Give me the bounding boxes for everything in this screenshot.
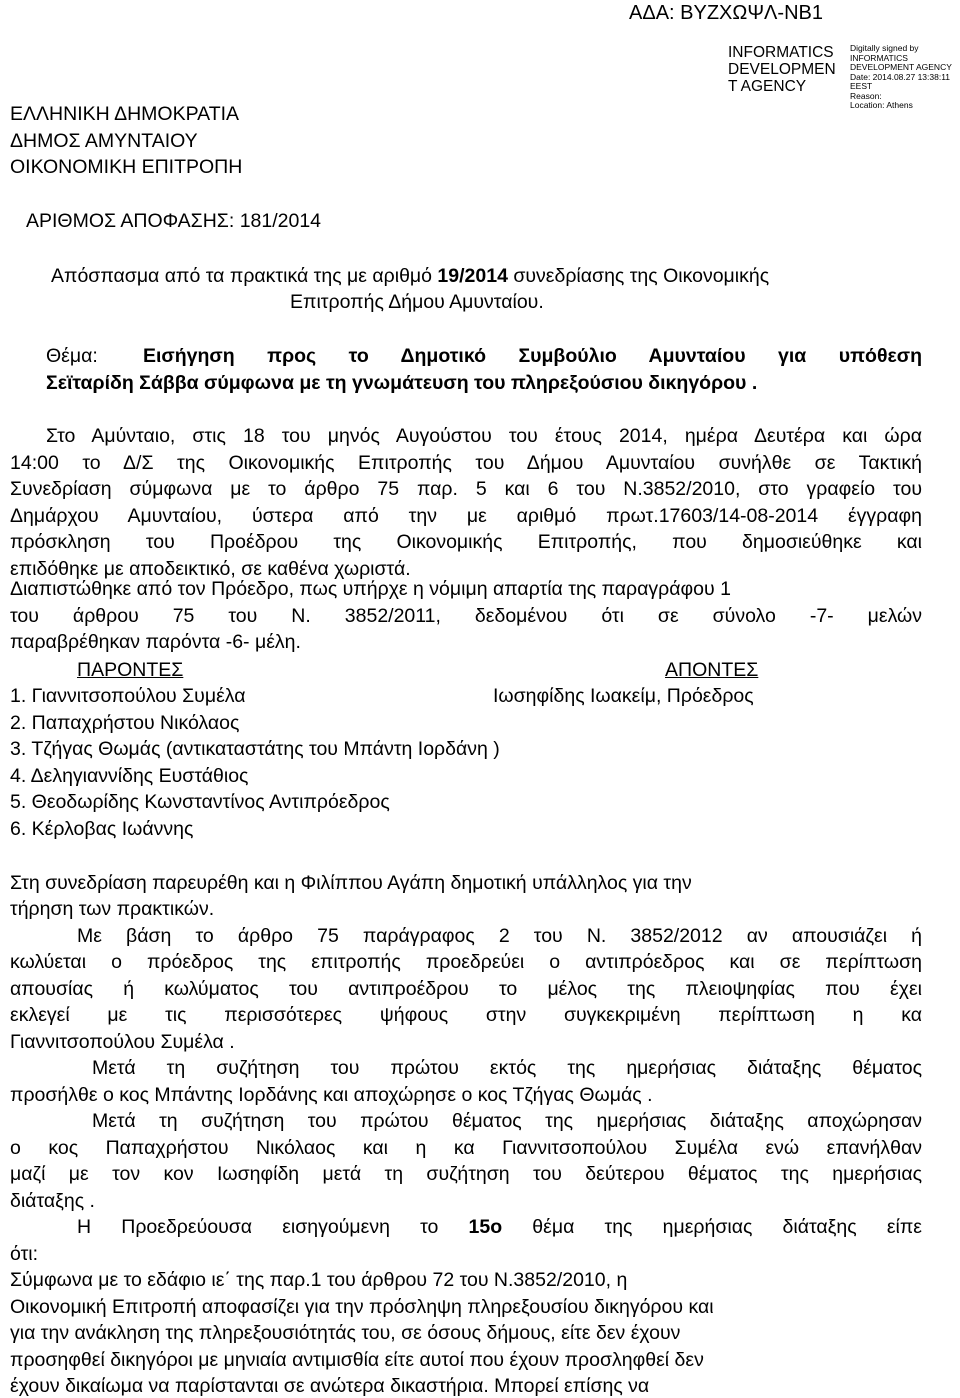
signature-details — [850, 44, 952, 111]
present-member: 6. Κέρλοβας Ιωάννης — [10, 818, 194, 840]
body-line: Μετά τη συζήτηση του πρώτου εκτός της ημερήσιας διάταξης θέματος — [92, 1057, 922, 1079]
present-member: 4. Δεληγιαννίδης Ευστάθιος — [10, 765, 249, 787]
intro-line: πρόσκληση του Προέδρου της Οικονομικής Επιτροπής, που δημοσιεύθηκε και — [10, 531, 922, 553]
body-line: για την ανάκληση της πληρεξουσιότητάς του, σε όσους δήμους, είτε δεν έχουν — [10, 1322, 681, 1344]
intro-line: παραβρέθηκαν παρόντα -6- μέλη. — [10, 631, 301, 653]
intro-line: Στο Αμύνταιο, στις 18 του μηνός Αυγούστου του έτους 2014, ημέρα Δευτέρα και ώρα — [46, 425, 922, 447]
body-line: Με βάση το άρθρο 75 παράγραφος 2 του Ν. 3852/2012 αν απουσιάζει ή — [77, 925, 922, 947]
absent-heading: ΑΠΟΝΤΕΣ — [665, 659, 759, 681]
agenda-item-number: 15ο — [468, 1216, 503, 1238]
body-text: Η Προεδρεύουσα εισηγούμενη το — [77, 1216, 469, 1238]
header-municipality: ΔΗΜΟΣ ΑΜΥΝΤΑΙΟΥ — [10, 130, 198, 152]
header-republic: ΕΛΛΗΝΙΚΗ ΔΗΜΟΚΡΑΤΙΑ — [10, 103, 240, 125]
body-line: Σύμφωνα με το εδάφιο ιε΄ της παρ.1 του άρθρου 72 του Ν.3852/2010, η — [10, 1269, 628, 1291]
subject-line-2: Σεϊταρίδη Σάββα σύμφωνα με τη γνωμάτευση του πληρεξούσιου δικηγόρου . — [46, 372, 758, 394]
signature-agency: INFORMATICS DEVELOPMEN T AGENCY — [728, 44, 836, 95]
signature-line: DEVELOPMENT AGENCY — [850, 62, 952, 72]
body-line: ο κος Παπαχρήστου Νικόλαος και η κα Γιαννιτσοπούλου Συμέλα ενώ επανήλθαν — [10, 1137, 922, 1159]
body-line: προσήλθε ο κος Μπάντης Ιορδάνης και αποχώρησε ο κος Τζήγας Θωμάς . — [10, 1084, 653, 1106]
intro-line: επιδόθηκε με αποδεικτικό, σε καθένα χωριστά. — [10, 558, 411, 580]
signature-line: Location: Athens — [850, 100, 913, 110]
body-line: κωλύεται ο πρόεδρος της επιτροπής προεδρεύει ο αντιπρόεδρος και σε περίπτωση — [10, 951, 922, 973]
body-line: ότι: — [10, 1243, 39, 1265]
body-line: τήρηση των πρακτικών. — [10, 898, 215, 920]
present-heading: ΠΑΡΟΝΤΕΣ — [77, 659, 184, 681]
subject-line-1: Εισήγηση προς το Δημοτικό Συμβούλιο Αμυνταίου για υπόθεση — [143, 345, 922, 367]
signature-line: Reason: — [850, 90, 882, 101]
excerpt-pre: Απόσπασμα από τα πρακτικά της με αριθμό — [51, 265, 438, 287]
body-line: Οικονομική Επιτροπή αποφασίζει για την πρόσληψη πληρεξουσίου δικηγόρου και — [10, 1296, 714, 1318]
signature-line: Digitally signed by — [850, 43, 919, 53]
body-line: προσηφθεί δικηγόροι με μηνιαία αντιμισθία είτε αυτοί που έχουν προσληφθεί δεν — [10, 1349, 704, 1371]
body-line: απουσίας ή κωλύματος του αντιπροέδρου το μέλος της πλειοψηφίας που έχει — [10, 978, 922, 1000]
body-line — [77, 1215, 922, 1239]
present-member: 3. Τζήγας Θωμάς (αντικαταστάτης του Μπάντη Ιορδάνη ) — [10, 738, 500, 760]
present-member: 5. Θεοδωρίδης Κωνσταντίνος Αντιπρόεδρος — [10, 791, 390, 813]
excerpt-line-2: Επιτροπής Δήμου Αμυνταίου. — [290, 291, 544, 313]
header-committee: ΟΙΚΟΝΟΜΙΚΗ ΕΠΙΤΡΟΠΗ — [10, 156, 243, 178]
absent-member: Ιωσηφίδης Ιωακείμ, Πρόεδρος — [493, 685, 754, 707]
decision-number: ΑΡΙΘΜΟΣ ΑΠΟΦΑΣΗΣ: 181/2014 — [26, 210, 322, 232]
excerpt-post: συνεδρίασης της Οικονομικής — [507, 265, 770, 287]
excerpt-line-1 — [51, 264, 769, 288]
signature-line: EEST — [850, 81, 873, 91]
intro-line: 14:00 το Δ/Σ της Οικονομικής Επιτροπής του Δήμου Αμυνταίου συνήλθε σε Τακτική — [10, 452, 922, 474]
signature-line: INFORMATICS — [850, 52, 908, 63]
body-line: μαζί με τον κον Ιωσηφίδη μετά τη συζήτηση του δεύτερου θέματος της ημερήσιας — [10, 1163, 922, 1185]
intro-line: Συνεδρίαση σύμφωνα με το άρθρο 75 παρ. 5 και 6 του Ν.3852/2010, στο γραφείο του — [10, 478, 922, 500]
session-number: 19/2014 — [437, 265, 508, 287]
body-line: Μετά τη συζήτηση του πρώτου θέματος της ημερήσιας διάταξης αποχώρησαν — [92, 1110, 922, 1132]
intro-line: Διαπιστώθηκε από τον Πρόεδρο, πως υπήρχε η νόμιμη απαρτία της παραγράφου 1 — [10, 578, 731, 600]
present-member: 1. Γιαννιτσοπούλου Συμέλα — [10, 685, 246, 707]
body-line: διάταξης . — [10, 1190, 95, 1212]
intro-line: του άρθρου 75 του Ν. 3852/2011, δεδομένου ότι σε σύνολο -7- μελών — [10, 605, 922, 627]
intro-line: Δημάρχου Αμυνταίου, ύστερα από την με αριθμό πρωτ.17603/14-08-2014 έγγραφη — [10, 505, 922, 527]
body-line: Στη συνεδρίαση παρευρέθη και η Φιλίππου Αγάπη δημοτική υπάλληλος για την — [10, 872, 692, 894]
body-line: έχουν δικαίωμα να παρίστανται σε ανώτερα δικαστήρια. Μπορεί επίσης να — [10, 1375, 650, 1397]
present-member: 2. Παπαχρήστου Νικόλαος — [10, 712, 240, 734]
body-line: εκλεγεί με τις περισσότερες ψήφους στην συγκεκριμένη περίπτωση η κα — [10, 1004, 922, 1026]
body-text: θέμα της ημερήσιας διάταξης είπε — [502, 1216, 922, 1238]
body-line: Γιαννιτσοπούλου Συμέλα . — [10, 1031, 235, 1053]
ada-code: ΑΔΑ: ΒΥΖΧΩΨΛ-ΝΒ1 — [629, 2, 823, 24]
signature-line: Date: 2014.08.27 13:38:11 — [850, 71, 951, 82]
subject-label: Θέμα: — [46, 345, 98, 367]
